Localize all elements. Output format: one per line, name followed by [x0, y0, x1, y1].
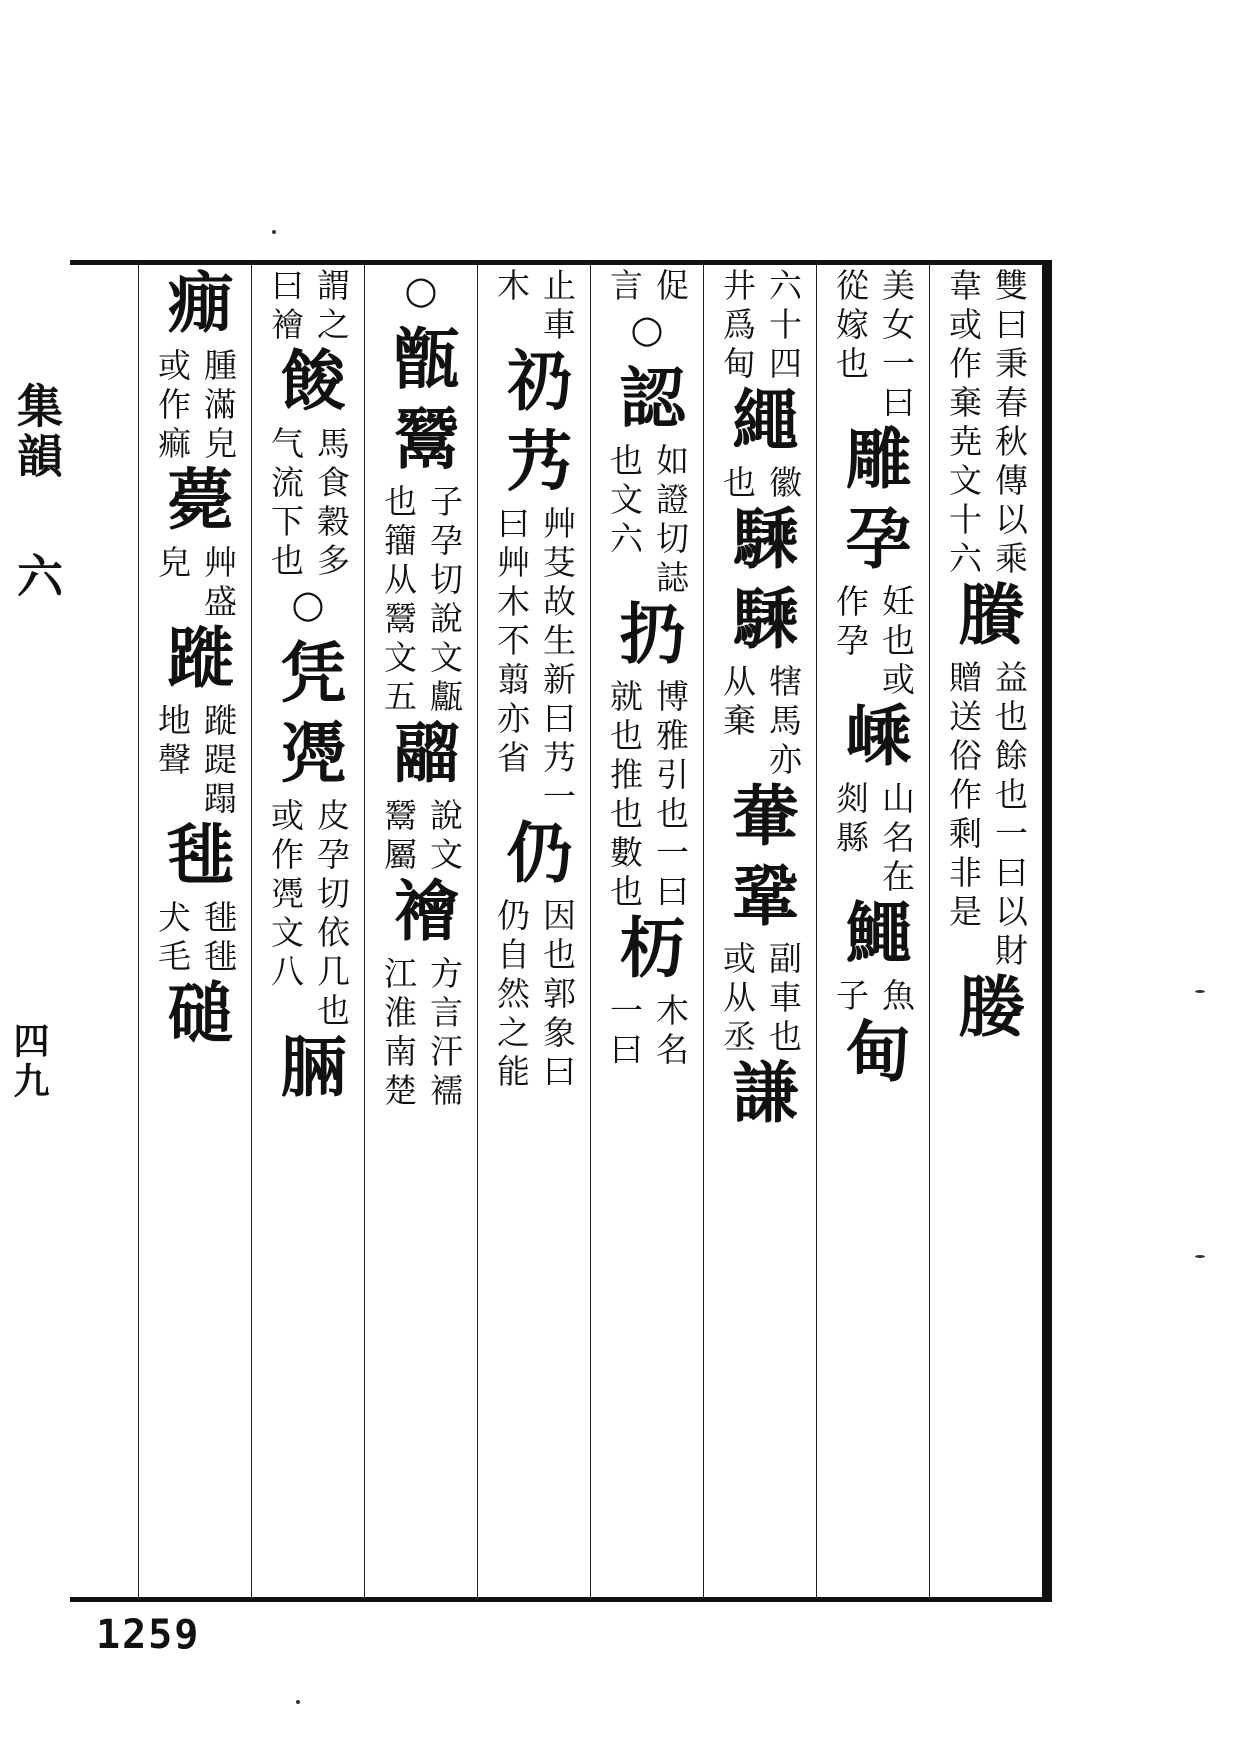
text-line: ○: [286, 582, 330, 638]
annotation: [150, 545, 240, 623]
text-line: 如證切誌: [651, 443, 690, 599]
annotation: [715, 941, 805, 1058]
text-line: 博雅引也一曰: [651, 679, 690, 913]
annotation: [263, 798, 353, 1032]
text-line: 甸: [834, 1017, 912, 1097]
text-line: 也籒从鬵文五: [379, 484, 418, 718]
text-line: 一曰: [605, 993, 644, 1071]
entry-mark: [284, 582, 332, 638]
headword: [715, 504, 805, 664]
text-line: 也文六: [605, 443, 644, 560]
text-line: 痭: [156, 268, 234, 348]
text-line: 美女一曰: [877, 268, 916, 424]
text-line: 木名: [651, 993, 690, 1071]
running-title: [0, 262, 70, 1598]
text-line: 仍: [495, 818, 573, 898]
annotation: [263, 268, 353, 346]
text-line: 曰艸木不翦亦省: [492, 506, 531, 779]
text-line: 益也餘也一曰以財: [990, 660, 1029, 972]
annotation: [263, 426, 353, 582]
annotation: [602, 679, 692, 913]
annotation: [941, 660, 1031, 972]
text-line: 脼: [269, 1032, 347, 1112]
book-title: 集韻: [10, 382, 64, 482]
text-line: 仍自然之能: [492, 898, 531, 1093]
text-line: 曰襘: [266, 268, 305, 346]
text-line: 艸芟故生新曰艿一: [538, 506, 577, 818]
text-line: 作孕: [831, 584, 870, 662]
annotation: [150, 703, 240, 820]
headword: [828, 701, 918, 781]
text-line: 言: [605, 268, 644, 307]
text-line: 艸盛: [199, 545, 238, 623]
headword: [602, 913, 692, 993]
headword: [715, 1058, 805, 1138]
annotation: [602, 993, 692, 1071]
text-column: [590, 262, 703, 1598]
text-line: 徽: [764, 465, 803, 504]
annotation: [150, 348, 240, 465]
headword: [150, 268, 240, 348]
text-line: 剡縣: [831, 781, 870, 859]
entry-mark: [623, 307, 671, 363]
text-line: 副車也: [764, 941, 803, 1058]
text-line: 騬騬: [721, 504, 799, 664]
annotation: [602, 443, 692, 599]
headword: [602, 599, 692, 679]
text-line: 雕孕: [834, 424, 912, 584]
text-line: 鬵屬: [379, 798, 418, 876]
text-line: 就也推也數也: [605, 679, 644, 913]
headword: [489, 346, 579, 506]
text-line: 薨: [156, 465, 234, 545]
text-line: 从棄: [718, 664, 757, 742]
text-line: 皮孕切依几也: [312, 798, 351, 1032]
text-line: 襘: [382, 876, 460, 956]
text-line: 從嫁也: [831, 268, 870, 385]
text-line: 方言汗襦: [425, 956, 464, 1112]
text-line: ○: [625, 307, 669, 363]
text-column: [477, 262, 590, 1598]
headword: [376, 718, 466, 798]
annotation: [489, 898, 579, 1093]
text-line: 雙曰秉春秋傳以乘: [990, 268, 1029, 580]
text-line: 气流下也: [266, 426, 305, 582]
text-column: [703, 262, 816, 1598]
text-line: 認: [608, 363, 686, 443]
headword: [263, 638, 353, 798]
text-line: 媵: [947, 972, 1025, 1052]
headword: [715, 385, 805, 465]
text-line: 賸: [947, 580, 1025, 660]
text-line: 馬食穀多: [312, 426, 351, 582]
text-column: [364, 262, 477, 1598]
text-line: 井爲甸: [718, 268, 757, 385]
annotation: [828, 584, 918, 701]
text-line: 木: [492, 268, 531, 307]
headword: [263, 1032, 353, 1112]
text-line: 凭凴: [269, 638, 347, 798]
scan-speck: [272, 230, 276, 234]
text-line: 杤: [608, 913, 686, 993]
annotation: [489, 268, 579, 346]
annotation: [828, 781, 918, 898]
text-line: 子: [831, 978, 870, 1017]
text-line: 扔: [608, 599, 686, 679]
annotation: [376, 956, 466, 1112]
headword: [828, 424, 918, 584]
scan-speck: [296, 1700, 300, 1704]
text-line: 贈送俗作剩非是: [944, 660, 983, 933]
annotation: [489, 506, 579, 818]
text-line: 謂之: [312, 268, 351, 346]
text-line: 磓: [156, 978, 234, 1058]
text-line: 甑鬵: [382, 324, 460, 484]
entry-mark: [397, 268, 445, 324]
annotation: [715, 268, 805, 385]
volume-number: 六: [10, 552, 64, 602]
text-line: 嵊: [834, 701, 912, 781]
text-line: 鬸: [382, 718, 460, 798]
headword: [941, 580, 1031, 660]
annotation: [602, 268, 692, 307]
text-line: 因也郭象曰: [538, 898, 577, 1093]
annotation: [376, 798, 466, 876]
text-line: 韋或作棄尭文十六: [944, 268, 983, 580]
text-line: 或作凴文八: [266, 798, 305, 993]
headword: [376, 324, 466, 484]
annotation: [715, 664, 805, 781]
annotation: [150, 900, 240, 978]
headword: [150, 623, 240, 703]
text-line: 皃: [153, 545, 192, 584]
text-line: 腫滿皃: [199, 348, 238, 465]
headword: [150, 978, 240, 1058]
headword: [489, 818, 579, 898]
text-column: [251, 262, 364, 1598]
text-line: 輂鞏: [721, 781, 799, 941]
text-line: 促: [651, 268, 690, 307]
annotation: [828, 978, 918, 1017]
text-line: 江淮南楚: [379, 956, 418, 1112]
scan-speck: [1195, 1255, 1205, 1258]
text-line: 繩: [721, 385, 799, 465]
headword: [941, 972, 1031, 1052]
text-line: 毴: [156, 820, 234, 900]
headword: [263, 346, 353, 426]
text-line: 礽艿: [495, 346, 573, 506]
text-line: 犗馬亦: [764, 664, 803, 781]
annotation: [376, 484, 466, 718]
text-line: 說文: [425, 798, 464, 876]
headword: [602, 363, 692, 443]
text-line: ○: [399, 268, 443, 324]
text-line: 或作痲: [153, 348, 192, 465]
headword: [828, 898, 918, 978]
text-line: 山名在: [877, 781, 916, 898]
annotation: [941, 268, 1031, 580]
headword: [828, 1017, 918, 1097]
text-line: 也: [718, 465, 757, 504]
text-column: [816, 262, 929, 1598]
text-line: 毴毴: [199, 900, 238, 978]
text-line: 餕: [269, 346, 347, 426]
text-line: 妊也或: [877, 584, 916, 701]
text-line: 謙: [721, 1058, 799, 1138]
headword: [150, 820, 240, 900]
text-line: 鱦: [834, 898, 912, 978]
text-line: 或从丞: [718, 941, 757, 1058]
text-line: 止車: [538, 268, 577, 346]
text-line: 犬毛: [153, 900, 192, 978]
folio-number: 四九: [8, 1022, 50, 1102]
scan-speck: [1195, 990, 1205, 993]
text-line: 六十四: [764, 268, 803, 385]
headword: [150, 465, 240, 545]
annotation: [715, 465, 805, 504]
text-column: [929, 262, 1042, 1598]
text-column: [138, 262, 251, 1598]
headword: [376, 876, 466, 956]
text-line: 子孕切說文甗: [425, 484, 464, 718]
text-line: 魚: [877, 978, 916, 1017]
headword: [715, 781, 805, 941]
text-line: 地聲: [153, 703, 192, 781]
text-line: 蹝踶蹋: [199, 703, 238, 820]
text-line: 蹝: [156, 623, 234, 703]
page-number: 1259: [96, 1612, 201, 1658]
annotation: [828, 268, 918, 424]
